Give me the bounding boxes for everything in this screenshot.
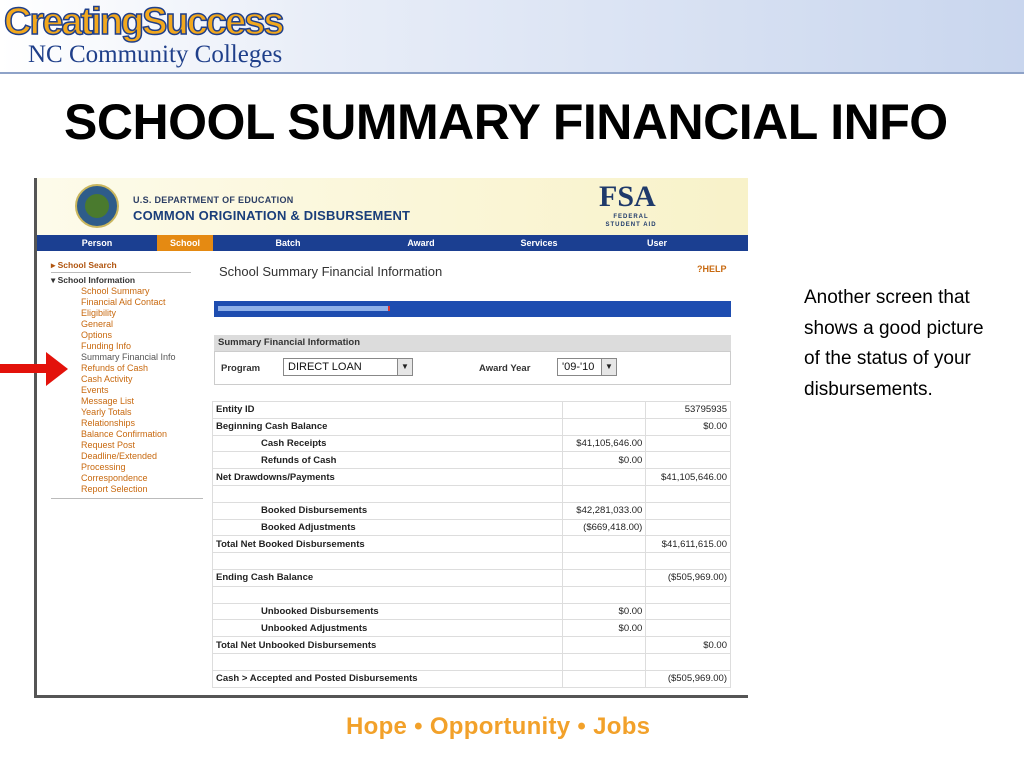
sidebar-item-financial-aid-contact[interactable]: Financial Aid Contact [81, 297, 166, 307]
table-row [213, 553, 731, 570]
table-row [213, 402, 731, 419]
row-total-value [646, 435, 731, 452]
row-total-value: ($505,969.00) [646, 569, 731, 586]
row-label: Refunds of Cash [213, 452, 563, 469]
fsa-logo-text: FSA [599, 180, 656, 213]
sidebar-item-correspondence[interactable]: Correspondence [81, 473, 148, 483]
nav-services[interactable]: Services [520, 238, 558, 248]
sidebar-item-report-selection[interactable]: Report Selection [81, 484, 148, 494]
row-label: Total Net Unbooked Disbursements [213, 637, 563, 654]
nav-school[interactable]: School [157, 235, 213, 251]
panel-title: School Summary Financial Information [219, 264, 443, 279]
row-total-value: $41,611,615.00 [646, 536, 731, 553]
table-row [213, 502, 731, 519]
row-detail-value [562, 553, 646, 570]
sidebar-divider [51, 498, 203, 499]
award-year-label: Award Year [479, 363, 531, 374]
creating-success-logo: CreatingSuccess [4, 1, 283, 43]
app-header [37, 178, 748, 235]
sidebar-item-school-summary[interactable]: School Summary [81, 286, 150, 296]
row-detail-value [562, 637, 646, 654]
program-select-value: DIRECT LOAN [288, 361, 362, 373]
row-label: Cash > Accepted and Posted Disbursements [213, 670, 563, 687]
financial-summary-table [212, 401, 731, 688]
row-detail-value: $42,281,033.00 [562, 502, 646, 519]
row-label: Entity ID [213, 402, 563, 419]
sidebar-school-information[interactable]: ▾ School Information [51, 275, 136, 285]
table-row [213, 653, 731, 670]
award-year-select[interactable] [557, 358, 617, 376]
table-row [213, 469, 731, 486]
row-label: Booked Adjustments [213, 519, 563, 536]
callout-note: Another screen that shows a good picture of the status of your disbursements. [804, 287, 984, 400]
row-total-value [646, 485, 731, 502]
row-detail-value [562, 536, 646, 553]
red-arrow-icon [46, 352, 68, 386]
sidebar-school-information-label: School Information [57, 275, 136, 285]
row-detail-value: $41,105,646.00 [562, 435, 646, 452]
progress-bar [214, 301, 731, 317]
row-detail-value [562, 485, 646, 502]
sidebar-item-relationships[interactable]: Relationships [81, 418, 136, 428]
row-label: Unbooked Adjustments [213, 620, 563, 637]
row-detail-value: $0.00 [562, 603, 646, 620]
row-total-value [646, 452, 731, 469]
table-row [213, 485, 731, 502]
table-row [213, 586, 731, 603]
sidebar-item-options[interactable]: Options [81, 330, 113, 340]
table-row [213, 536, 731, 553]
main-nav [37, 235, 748, 251]
row-total-value [646, 586, 731, 603]
nav-person[interactable]: Person [81, 238, 113, 248]
arrow-shaft [0, 364, 48, 373]
nav-user[interactable]: User [646, 238, 667, 248]
department-seal-icon [75, 184, 119, 228]
row-label: Ending Cash Balance [213, 569, 563, 586]
row-total-value: 53795935 [646, 402, 731, 419]
row-label: Unbooked Disbursements [213, 603, 563, 620]
row-total-value [646, 653, 731, 670]
footer-slogan: Hope • Opportunity • Jobs [346, 713, 651, 740]
fsa-logo [599, 180, 665, 232]
fsa-logo-subtext: FEDERAL STUDENT AID [605, 214, 657, 228]
award-year-select-value: '09-'10 [562, 361, 595, 373]
sidebar-item-summary-financial-info[interactable]: Summary Financial Info [81, 352, 176, 362]
sidebar-item-events[interactable]: Events [81, 385, 109, 395]
row-label [213, 485, 563, 502]
table-row [213, 452, 731, 469]
row-total-value [646, 603, 731, 620]
sidebar [51, 260, 191, 499]
row-total-value: ($505,969.00) [646, 670, 731, 687]
table-row [213, 670, 731, 687]
row-label: Booked Disbursements [213, 502, 563, 519]
sidebar-item-processing[interactable]: Processing [81, 462, 126, 472]
table-row [213, 519, 731, 536]
row-total-value [646, 553, 731, 570]
row-label: Beginning Cash Balance [213, 418, 563, 435]
help-link[interactable] [697, 264, 727, 274]
row-total-value: $41,105,646.00 [646, 469, 731, 486]
row-detail-value [562, 670, 646, 687]
row-detail-value [562, 469, 646, 486]
sidebar-item-deadline-extended[interactable]: Deadline/Extended [81, 451, 158, 461]
row-total-value [646, 620, 731, 637]
chevron-down-icon: ▼ [397, 359, 412, 375]
row-detail-value [562, 418, 646, 435]
table-row [213, 435, 731, 452]
slide-title: SCHOOL SUMMARY FINANCIAL INFO [64, 94, 948, 150]
nc-community-colleges-logo: NC Community Colleges [28, 41, 283, 68]
row-detail-value [562, 586, 646, 603]
summary-section-header: Summary Financial Information [214, 335, 731, 351]
program-select[interactable] [283, 358, 413, 376]
row-label: Cash Receipts [213, 435, 563, 452]
filter-row [214, 351, 731, 385]
department-name: U.S. DEPARTMENT OF EDUCATION [133, 195, 294, 205]
row-detail-value [562, 402, 646, 419]
cod-screenshot [34, 178, 748, 698]
row-detail-value: $0.00 [562, 452, 646, 469]
row-label [213, 553, 563, 570]
sidebar-item-eligibility[interactable]: Eligibility [81, 308, 117, 318]
row-label [213, 653, 563, 670]
sidebar-item-funding-info[interactable]: Funding Info [81, 341, 132, 351]
row-total-value [646, 519, 731, 536]
sidebar-item-refunds-of-cash[interactable]: Refunds of Cash [81, 363, 149, 373]
row-detail-value [562, 569, 646, 586]
table-row [213, 620, 731, 637]
row-label [213, 586, 563, 603]
table-row [213, 637, 731, 654]
row-total-value: $0.00 [646, 418, 731, 435]
row-label: Total Net Booked Disbursements [213, 536, 563, 553]
table-row [213, 418, 731, 435]
chevron-down-icon: ▼ [601, 359, 616, 375]
system-name: COMMON ORIGINATION & DISBURSEMENT [133, 208, 411, 223]
progress-bar-fill [218, 306, 390, 311]
row-total-value: $0.00 [646, 637, 731, 654]
table-row [213, 569, 731, 586]
header-banner [0, 0, 1024, 74]
table-row [213, 603, 731, 620]
row-detail-value: ($669,418.00) [562, 519, 646, 536]
row-label: Net Drawdowns/Payments [213, 469, 563, 486]
sidebar-item-general[interactable]: General [81, 319, 114, 329]
program-label: Program [221, 363, 261, 374]
sidebar-item-message-list[interactable]: Message List [81, 396, 135, 406]
sidebar-item-yearly-totals[interactable]: Yearly Totals [81, 407, 132, 417]
sidebar-item-balance-confirmation[interactable]: Balance Confirmation [81, 429, 168, 439]
row-detail-value [562, 653, 646, 670]
sidebar-school-search-label: School Search [57, 260, 117, 270]
nav-award[interactable]: Award [407, 238, 435, 248]
help-label: HELP [702, 264, 727, 274]
sidebar-item-request-post[interactable]: Request Post [81, 440, 136, 450]
nav-batch[interactable]: Batch [275, 238, 301, 248]
help-icon: ? [697, 264, 703, 274]
row-detail-value: $0.00 [562, 620, 646, 637]
sidebar-item-cash-activity[interactable]: Cash Activity [81, 374, 133, 384]
sidebar-school-search[interactable]: ▸ School Search [51, 260, 191, 273]
row-total-value [646, 502, 731, 519]
